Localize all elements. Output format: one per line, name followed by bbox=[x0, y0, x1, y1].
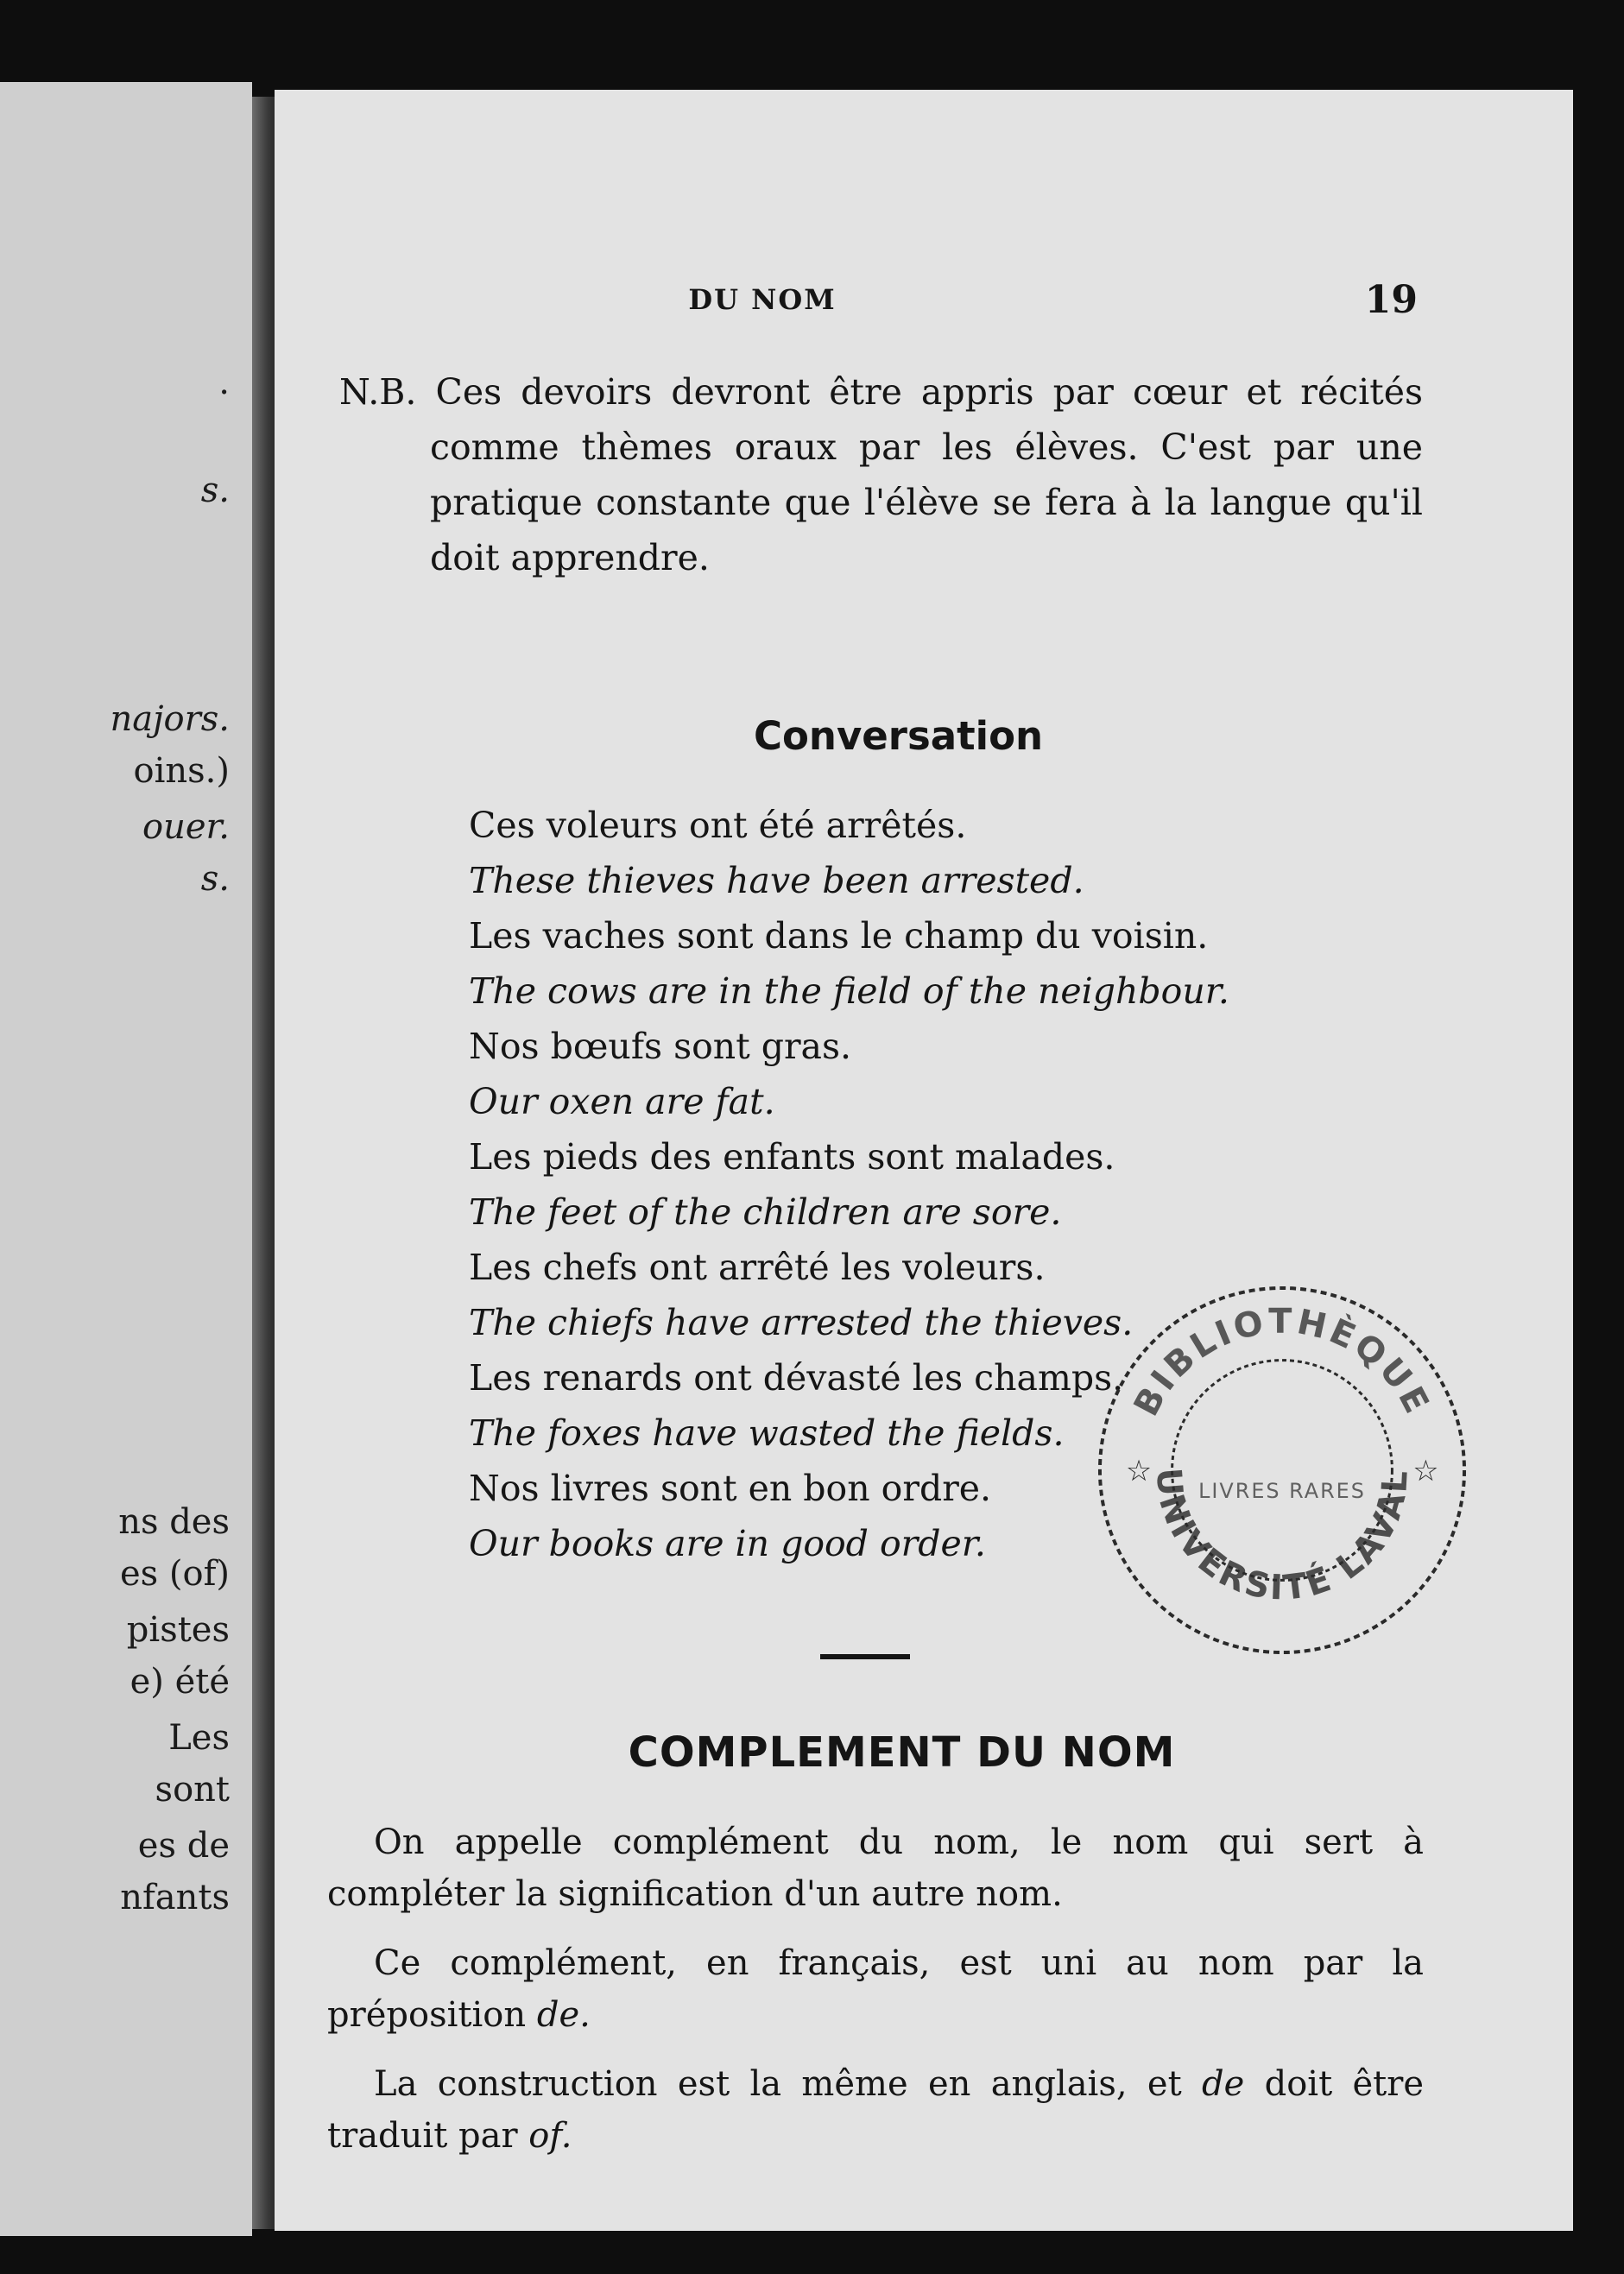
left-page-text-fragment: oins.) bbox=[133, 751, 230, 791]
left-page-text-fragment: es (of) bbox=[119, 1554, 230, 1594]
left-page-text-fragment: ns des bbox=[118, 1502, 230, 1542]
conversation-line-french: Nos bœufs sont gras. bbox=[469, 1026, 852, 1067]
left-page-text-fragment: e) été bbox=[130, 1662, 230, 1702]
left-page-text-fragment: . bbox=[218, 363, 230, 402]
paragraph-preposition bbox=[327, 1937, 1424, 2041]
paragraph-text: La construction est la même en anglais, et bbox=[374, 2064, 1202, 2104]
emphasis-de: de bbox=[1201, 2064, 1245, 2104]
left-page-text-fragment: s. bbox=[200, 471, 230, 510]
conversation-line-french: Ces voleurs ont été arrêtés. bbox=[469, 805, 967, 846]
conversation-line-english: The cows are in the field of the neighbour. bbox=[469, 970, 1229, 1012]
conversation-line-french: Les vaches sont dans le champ du voisin. bbox=[469, 915, 1209, 957]
emphasis-of: of. bbox=[528, 2116, 572, 2156]
stamp-bottom-text: UNIVERSITÉ LAVAL bbox=[1147, 1466, 1416, 1608]
paragraph-text: doit être traduit par bbox=[327, 2064, 1424, 2156]
conversation-line-english: The feet of the children are sore. bbox=[469, 1191, 1062, 1233]
left-page-text-fragment: Les bbox=[168, 1718, 230, 1758]
left-page-text-fragment: ouer. bbox=[142, 807, 230, 847]
complement-title: COMPLEMENT DU NOM bbox=[628, 1728, 1176, 1777]
star-icon: ☆ bbox=[1125, 1453, 1153, 1488]
conversation-line-french: Les chefs ont arrêté les voleurs. bbox=[469, 1247, 1046, 1288]
library-stamp bbox=[1093, 1281, 1471, 1659]
left-page-text-fragment: es de bbox=[137, 1826, 230, 1866]
conversation-line-french: Nos livres sont en bon ordre. bbox=[469, 1468, 992, 1509]
left-page-text-fragment: najors. bbox=[110, 699, 230, 739]
running-title: DU NOM bbox=[688, 283, 837, 316]
left-page-text-fragment: s. bbox=[200, 859, 230, 899]
conversation-line-english: The chiefs have arrested the thieves. bbox=[469, 1302, 1134, 1343]
conversation-line-english: The foxes have wasted the fields. bbox=[469, 1412, 1065, 1454]
left-page-text-fragment: sont bbox=[155, 1770, 230, 1810]
left-page-text-fragment: pistes bbox=[126, 1610, 230, 1650]
section-divider bbox=[820, 1654, 910, 1659]
left-page-text-fragment: nfants bbox=[120, 1878, 230, 1917]
conversation-line-english: These thieves have been arrested. bbox=[469, 860, 1084, 901]
conversation-line-french: Les renards ont dévasté les champs. bbox=[469, 1357, 1124, 1399]
conversation-title: Conversation bbox=[753, 713, 1044, 759]
stamp-middle-text: LIVRES RARES bbox=[1198, 1478, 1366, 1503]
emphasis-de: de. bbox=[536, 1995, 591, 2035]
stamp-top-text: BIBLIOTHÈQUE bbox=[1126, 1301, 1438, 1423]
conversation-line-english: Our books are in good order. bbox=[469, 1523, 986, 1564]
conversation-line-english: Our oxen are fat. bbox=[469, 1081, 775, 1122]
paragraph-definition: On appelle complément du nom, le nom qui sert à compléter la signification d'un autre nom. bbox=[327, 1822, 1424, 1914]
conversation-line-french: Les pieds des enfants sont malades. bbox=[469, 1136, 1115, 1178]
nb-note: N.B. Ces devoirs devront être appris par cœur et récités comme thèmes oraux par les élèves. C'est par une pratique constante que l'élève se fera à la langue qu'il doit apprendre. bbox=[339, 371, 1423, 578]
right-page bbox=[275, 90, 1573, 2231]
left-page-fragment bbox=[0, 82, 252, 2236]
star-icon: ☆ bbox=[1412, 1453, 1439, 1488]
page-number: 19 bbox=[1364, 278, 1418, 322]
paragraph-construction bbox=[327, 2058, 1424, 2162]
paragraph-text: Ce complément, en français, est uni au nom par la préposition bbox=[327, 1943, 1424, 2035]
